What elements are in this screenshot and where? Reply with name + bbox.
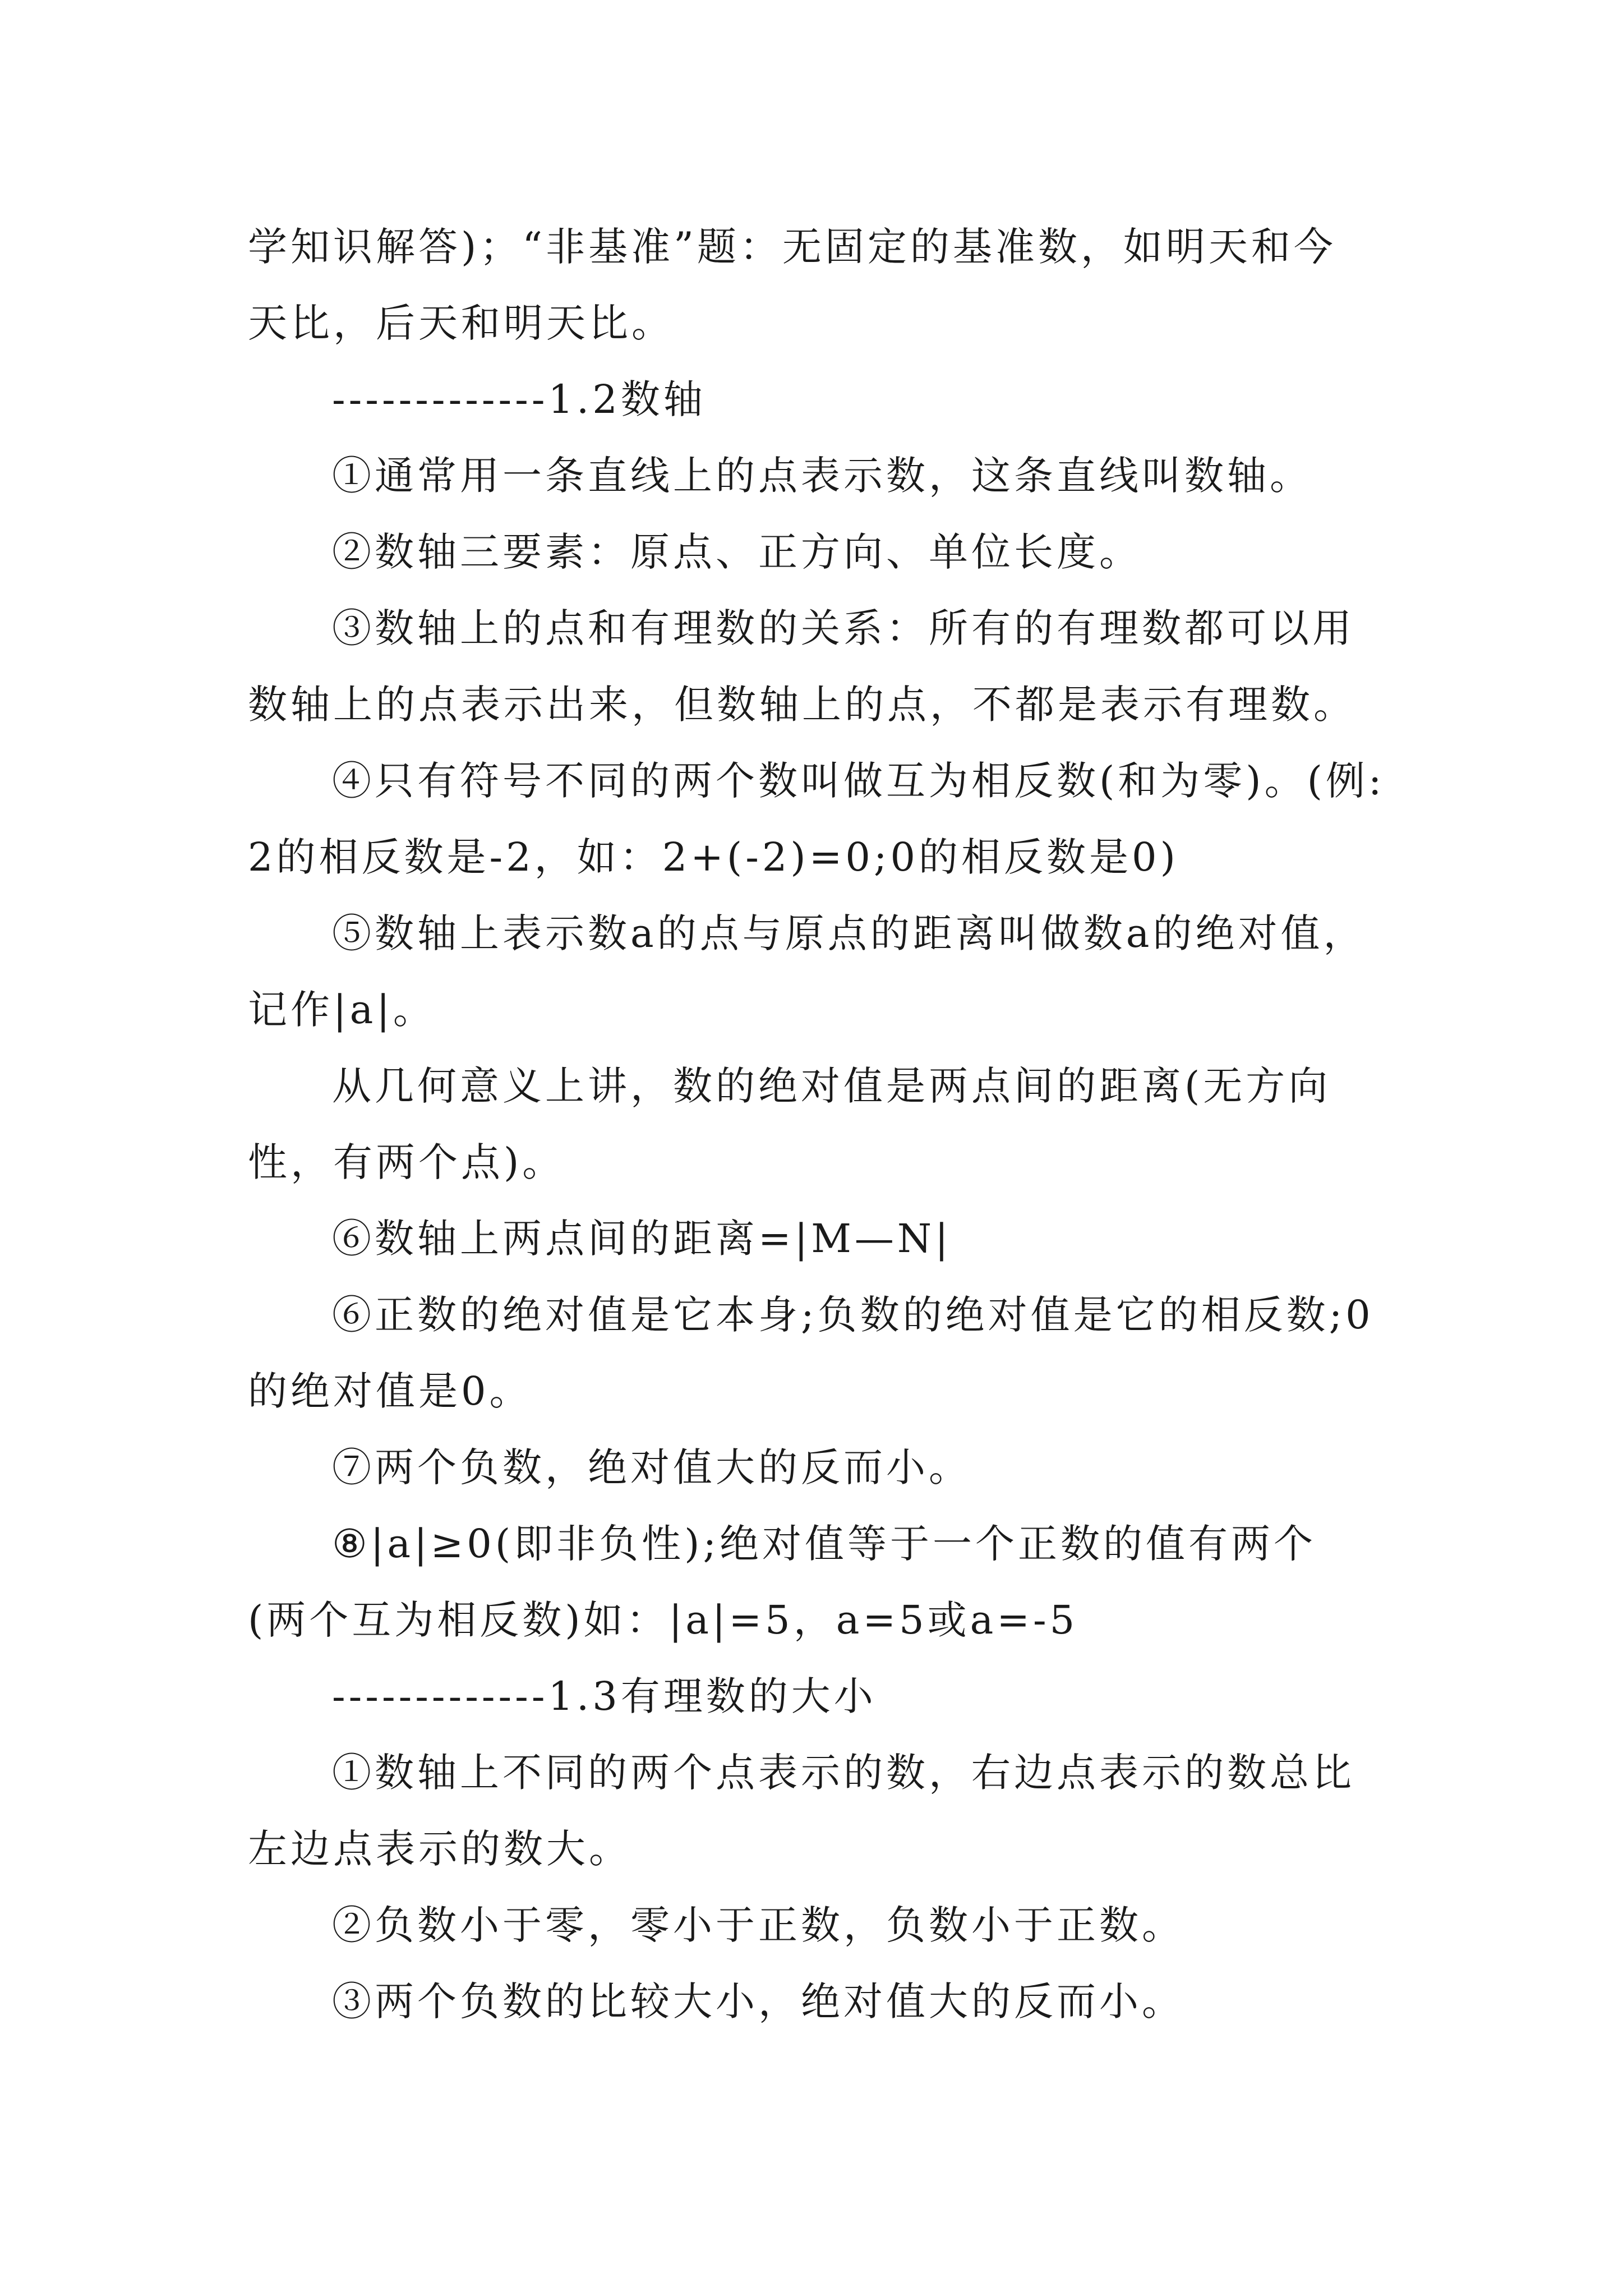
text-line: 的绝对值是0。 (248, 1368, 532, 1414)
text-line: 记作|a|。 (248, 987, 436, 1033)
text-line: ①通常用一条直线上的点表示数，这条直线叫数轴。 (332, 453, 1312, 499)
text-line: ⑥正数的绝对值是它本身;负数的绝对值是它的相反数;0 (332, 1292, 1374, 1338)
text-line: 左边点表示的数大。 (248, 1826, 631, 1872)
text-line: ⑧|a|≥0(即非负性);绝对值等于一个正数的值有两个 (332, 1521, 1317, 1567)
text-line: 天比，后天和明天比。 (248, 300, 674, 346)
text-line: ⑦两个负数，绝对值大的反而小。 (332, 1444, 971, 1490)
text-line: ⑤数轴上表示数a的点与原点的距离叫做数a的绝对值， (332, 910, 1366, 956)
text-line: 数轴上的点表示出来，但数轴上的点，不都是表示有理数。 (248, 682, 1356, 728)
document-body (248, 209, 1385, 2040)
section-heading: -------------1.2数轴 (332, 376, 706, 422)
text-line: 2的相反数是-2，如：2+(-2)=0;0的相反数是0) (248, 834, 1179, 880)
text-line: ③数轴上的点和有理数的关系：所有的有理数都可以用 (332, 605, 1355, 651)
text-line: ③两个负数的比较大小，绝对值大的反而小。 (332, 1978, 1184, 2024)
text-line: ⑥数轴上两点间的距离=|M—N| (332, 1216, 952, 1262)
section-heading: -------------1.3有理数的大小 (332, 1673, 877, 1719)
text-line: 从几何意义上讲，数的绝对值是两点间的距离(无方向 (332, 1063, 1331, 1109)
text-line: ①数轴上不同的两个点表示的数，右边点表示的数总比 (332, 1750, 1355, 1796)
text-line: ②负数小于零，零小于正数，负数小于正数。 (332, 1902, 1184, 1948)
text-line: ②数轴三要素：原点、正方向、单位长度。 (332, 529, 1142, 575)
text-line: 性，有两个点)。 (248, 1139, 565, 1185)
text-line: ④只有符号不同的两个数叫做互为相反数(和为零)。(例: (332, 758, 1385, 804)
text-line: (两个互为相反数)如：|a|=5，a=5或a=-5 (248, 1597, 1078, 1643)
text-line: 学知识解答)；“非基准”题：无固定的基准数，如明天和今 (248, 224, 1336, 270)
